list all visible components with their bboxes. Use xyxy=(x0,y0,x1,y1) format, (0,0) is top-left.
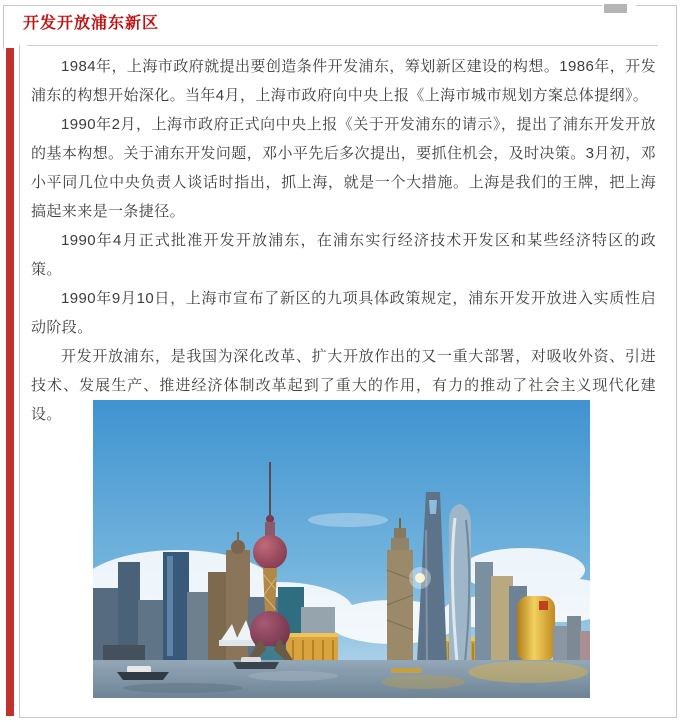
article-body xyxy=(31,52,656,429)
content-box-left-border xyxy=(19,45,20,718)
shanghai-tower xyxy=(449,504,471,662)
skyline-illustration xyxy=(93,400,590,698)
paragraph: 开发开放浦东，是我国为深化改革、扩大开放作出的又一重大部署，对吸收外资、引进技术、发展生产、推进经济体制改革起到了重大的作用，有力的推动了社会主义现代化建设。 xyxy=(31,348,656,423)
paragraph: 1984年，上海市政府就提出要创造条件开发浦东，筹划新区建设的构想。1986年，开发浦东的构想开始深化。当年4月，上海市政府向中央上报《上海市城市规划方案总体提纲》。 xyxy=(31,58,656,104)
sun-glare xyxy=(409,567,431,589)
paragraph: 1990年9月10日，上海市宣布了新区的九项具体政策规定，浦东开发开放进入实质性启动阶段。 xyxy=(31,290,656,336)
page-title: 开发开放浦东新区 xyxy=(23,15,160,32)
top-scrollbar-thumb[interactable] xyxy=(604,4,627,13)
frame-left-border xyxy=(3,5,4,49)
frame-right-border xyxy=(676,5,677,718)
content-box-bottom-border xyxy=(19,717,677,718)
paragraph: 1990年2月，上海市政府正式向中央上报《关于开发浦东的请示》，提出了浦东开发开放的基本构想。关于浦东开发问题，邓小平先后多次提出，要抓住机会，及时决策。3月初，邓小平同几位中央负责人谈话时指出，抓上海，就是一个大措施。上海是我们的王牌，把上海搞起来来是一条捷径。 xyxy=(31,116,656,220)
red-accent-bar xyxy=(6,48,14,716)
frame-top-border-left xyxy=(3,5,602,6)
pudong-skyline-photo xyxy=(93,400,590,698)
paragraph: 1990年4月正式批准开发开放浦东，在浦东实行经济技术开发区和某些经济特区的政策。 xyxy=(31,232,656,278)
frame-top-border-right xyxy=(636,5,677,6)
title-divider xyxy=(27,45,658,46)
aurora-golden-building xyxy=(517,596,555,662)
